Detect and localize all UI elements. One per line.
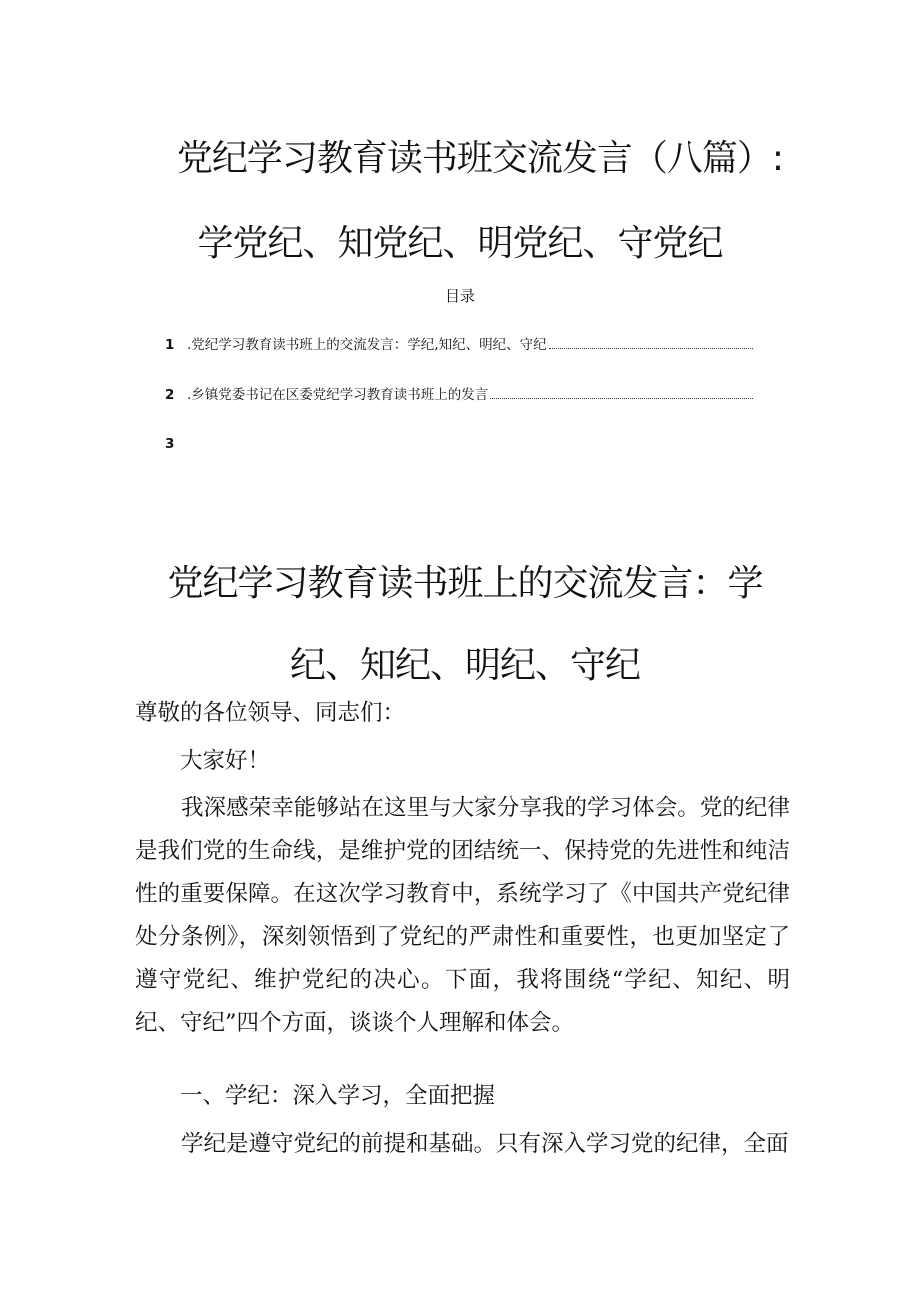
toc-entry[interactable] <box>165 333 755 353</box>
body-paragraph: 我深感荣幸能够站在这里与大家分享我的学习体会。党的纪律是我们党的生命线，是维护党的团结统一、保持党的先进性和纯洁性的重要保障。在这次学习教育中，系统学习了《中国共产党纪律处分条例》，深刻领悟到了党纪的严肃性和重要性，也更加坚定了遵守党纪、维护党纪的决心。下面，我将围绕“学纪、知纪、明纪、守纪”四个方面，谈谈个人理解和体会。 <box>135 795 790 1036</box>
salutation: 尊敬的各位领导、同志们： <box>135 700 406 726</box>
section-title-line-1: 党纪学习教育读书班上的交流发言：学 <box>167 563 763 604</box>
toc-entry-number: 1 <box>165 337 175 353</box>
document-title-line-2: 学党纪、知党纪、明党纪、守党纪 <box>197 223 723 264</box>
toc-entry-title: .党纪学习教育读书班上的交流发言：学纪,知纪、明纪、守纪 <box>187 337 547 353</box>
toc-dot-leader <box>549 348 753 349</box>
subsection-heading: 一、学纪：深入学习，全面把握 <box>180 1083 496 1109</box>
toc-entry-number: 2 <box>165 387 175 403</box>
toc-heading: 目录 <box>444 287 475 305</box>
toc-dot-leader <box>490 398 753 399</box>
section-title-line-2: 纪、知纪、明纪、守纪 <box>289 645 640 686</box>
toc-entry-number: 3 <box>165 436 175 452</box>
toc-entry-title: .乡镇党委书记在区委党纪学习教育读书班上的发言 <box>187 387 489 403</box>
body-paragraph: 学纪是遵守党纪的前提和基础。只有深入学习党的纪律，全面 <box>181 1131 789 1157</box>
document-title-line-1: 党纪学习教育读书班交流发言（八篇）: <box>176 138 784 179</box>
toc-entry[interactable] <box>165 432 755 452</box>
toc-entry[interactable] <box>165 383 755 403</box>
greeting: 大家好！ <box>180 748 271 774</box>
